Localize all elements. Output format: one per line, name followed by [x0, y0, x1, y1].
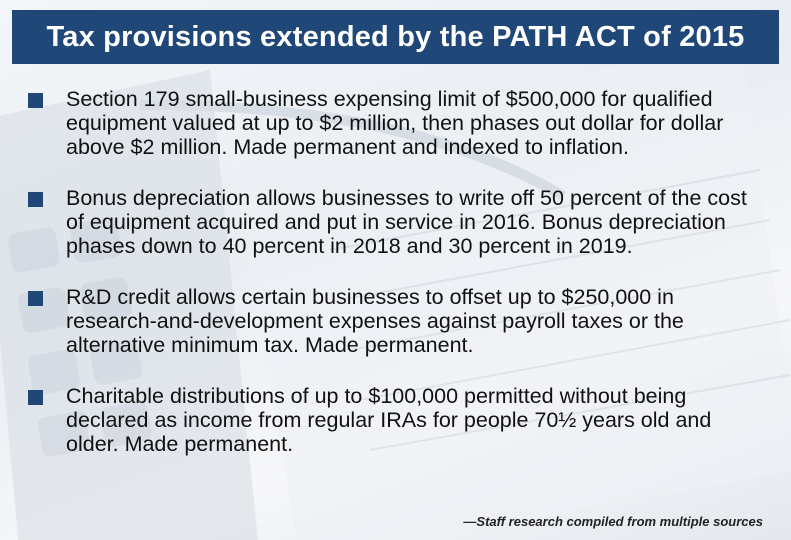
list-item-text: Section 179 small-business expensing limit of $500,000 for qualified equipment valued at up to $2 million, then phases out dollar for dollar above $2 million. Made permanent and indexed to inflation.: [66, 87, 724, 159]
list-item-text: Charitable distributions of up to $100,000 permitted without being declared as income from regular IRAs for people 70½ years old and older. Made permanent.: [66, 384, 712, 456]
list-item: [0, 87, 791, 159]
source-credit: —Staff research compiled from multiple sources: [463, 514, 763, 529]
provisions-list: [0, 87, 791, 483]
list-item: [0, 285, 791, 357]
list-item-text: Bonus depreciation allows businesses to write off 50 percent of the cost of equipment acquired and put in service in 2016. Bonus depreciation phases down to 40 percent in 2018 and 30 percent in 2019.: [66, 186, 747, 258]
square-bullet-icon: [28, 390, 43, 405]
title-banner: [12, 10, 779, 64]
list-item-text: R&D credit allows certain businesses to offset up to $250,000 in research-and-development expenses against payroll taxes or the alternative minimum tax. Made permanent.: [66, 285, 684, 357]
page-title: Tax provisions extended by the PATH ACT of 2015: [46, 20, 745, 53]
square-bullet-icon: [28, 93, 43, 108]
list-item: [0, 384, 791, 456]
square-bullet-icon: [28, 291, 43, 306]
square-bullet-icon: [28, 192, 43, 207]
list-item: [0, 186, 791, 258]
